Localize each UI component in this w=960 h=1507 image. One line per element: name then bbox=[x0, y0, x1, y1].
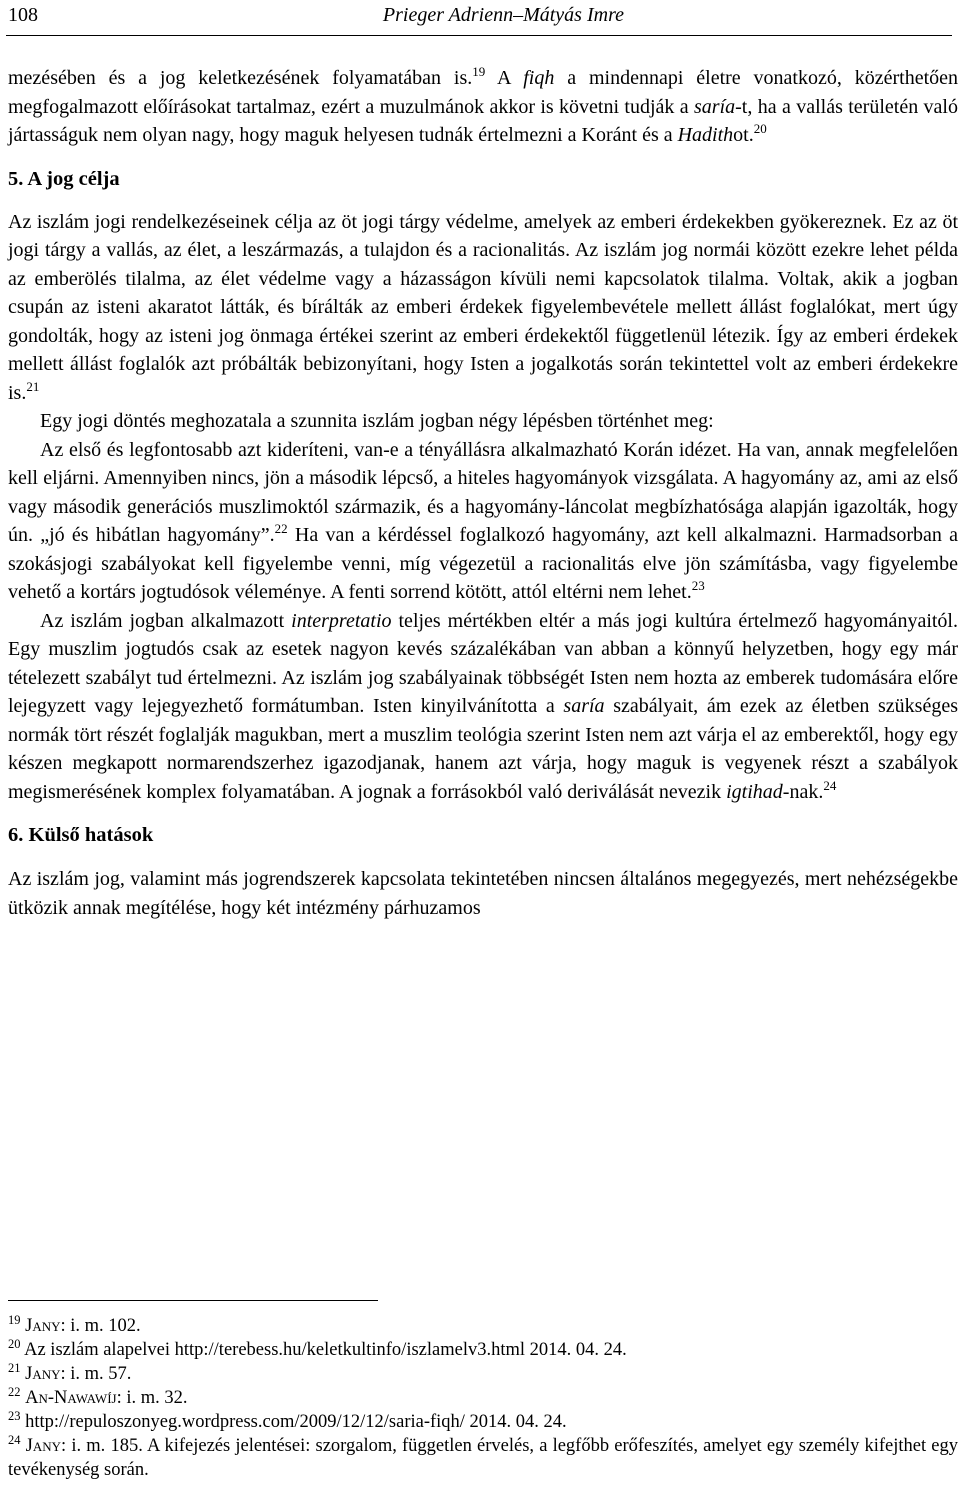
footnote-ref-21: 21 bbox=[26, 378, 40, 394]
footnote-ref-24: 24 bbox=[823, 777, 837, 793]
footnote-23: $^{23}$ http://repuloszonyeg.wordpress.com/2009/12/12/saria-fiqh/ 2014. 04. 24. bbox=[8, 1409, 567, 1432]
footnote-20: $^{20}$ Az iszlám alapelvei http://terebess.hu/keletkultinfo/iszlamelv3.html 2014. 04. 24. bbox=[8, 1337, 627, 1360]
footnote-22: $^{22}$ An-Nawawíj: i. m. 32. bbox=[8, 1385, 188, 1408]
footnote-21: $^{21}$ Jany: i. m. 57. bbox=[8, 1361, 132, 1384]
header-rule bbox=[6, 35, 952, 36]
paragraph-s5-3: Az első és legfontosabb azt kideríteni, van-e a tényállásra alkalmazható Korán idézet. Ha van, annak megfelelően kell eljárni. Amennyiben nincs, jön a második lépcső, a hiteles hagyományok vizsgálata. A hagyomány az, ami az első vagy második generációs muszlimoktól származik, és a hagyomány-láncolat megbízhatósága alapján igazolták, hogy ún. „jó és hibátlan hagyomány”.$^{22}$ Ha van a kérdéssel foglalkozó hagyomány, azt kell alkalmazni. Harmadsorban a szokásjogi szabályokat kell figyelembe venni, míg végezetül a racionalitás elve jön számításba, vagy figyelembe vehető a kortárs jogtudósok véleménye. A fenti sorrend kötött, attól eltérni nem lehet.$^{23}$ bbox=[8, 438, 958, 603]
paragraph-s6-1: Az iszlám jog, valamint más jogrendszerek kapcsolata tekintetében nincsen általános megegyezés, mert nehézségekbe ütközik annak megítélése, hogy két intézmény párhuzamos bbox=[8, 868, 958, 919]
footnote-24: $^{24}$ Jany: i. m. 185. A kifejezés jelentései: szorgalom, független érvelés, a legfőbb erőfeszítés, amelyet egy személy kifejthet egy tevékenység során. bbox=[8, 1433, 959, 1480]
footnote-ref-23: 23 bbox=[691, 578, 705, 593]
paragraph-intro: mezésében és a jog keletkezésének folyamatában is.$^{19}$ A fiqh a mindennapi életre vonatkozó, közérthetően megfogalmazott előírásokat tartalmaz, ezért a muzulmánok akkor is követni tudják a saría-t, ha a vallás területén való jártasságuk nem olyan nagy, hogy maguk helyesen tudnák értelmezni a Koránt és a Hadithot.$^{20}$ bbox=[8, 64, 959, 146]
page-number: 108 bbox=[8, 4, 38, 26]
footnotes bbox=[8, 1314, 958, 1482]
main-text bbox=[8, 64, 958, 922]
section-heading-6: 6. Külső hatások bbox=[8, 824, 154, 846]
footnote-ref-22: 22 bbox=[274, 521, 288, 536]
running-title: Prieger Adrienn–Mátyás Imre bbox=[382, 4, 624, 26]
footnote-19: $^{19}$ Jany: i. m. 102. bbox=[8, 1313, 141, 1336]
footnote-ref-19: 19 bbox=[472, 64, 486, 79]
footnote-ref-20: 20 bbox=[753, 121, 767, 136]
section-heading-5: 5. A jog célja bbox=[8, 167, 120, 190]
footnote-separator bbox=[8, 1300, 378, 1301]
paragraph-s5-4: Az iszlám jogban alkalmazott interpretatio teljes mértékben eltér a más jogi kultúra értelmező hagyományaitól. Egy muszlim jogtudós csak az esetek nagyon kevés százalékában van abban a könnyű helyzetben, hogy egy már tételezett szabályt tud értelmezni. Az iszlám jog szabályainak többségét Isten nem hozta az emberek tudomására előre lejegyzett vagy lejegyezhető formátumban. Isten kinyilvánította a saría szabályait, ám ezek az életben szükséges normák tört részét foglalják magukban, mert a muszlim teológia szerint Isten nem azt várja el az emberektől, hogy egy készen megkapott normarendszerhez igazodjanak, hanem azt várja, hogy maguk is vegyenek részt a szabályok megismerésének komplex folyamatában. A jognak a forrásokból való deriválását nevezik igtihad-nak.$^{24}$ bbox=[8, 609, 958, 803]
paragraph-s5-1: Az iszlám jogi rendelkezéseinek célja az öt jogi tárgy védelme, amelyek az emberi érdekekben gyökereznek. Ez az öt jogi tárgy a vallás, az élet, a leszármazás, a tulajdon és a racionalitás. Az iszlám jog normái között ezekre lehet példa az emberölés tilalma, az élet védelme vagy a házasságon kívüli nemi kapcsolatok tilalma. Voltak, akik a jogban csupán az isteni akaratot látták, és bírálták az emberi érdekek figyelembevétele mellett állást foglalókat, mert úgy gondolták, hogy az isteni jog önmaga értékei szerint az emberi érdekektől függetlenül létezik. Így az emberi érdekek mellett állást foglalók azt próbálták bebizonyítani, hogy Isten a jogalkotás során tekintettel volt az emberi érdekekre is.$^{21}$ bbox=[8, 210, 958, 404]
page-header bbox=[8, 2, 950, 32]
paragraph-s5-2: Egy jogi döntés meghozatala a szunnita iszlám jogban négy lépésben történhet meg: bbox=[40, 410, 714, 432]
